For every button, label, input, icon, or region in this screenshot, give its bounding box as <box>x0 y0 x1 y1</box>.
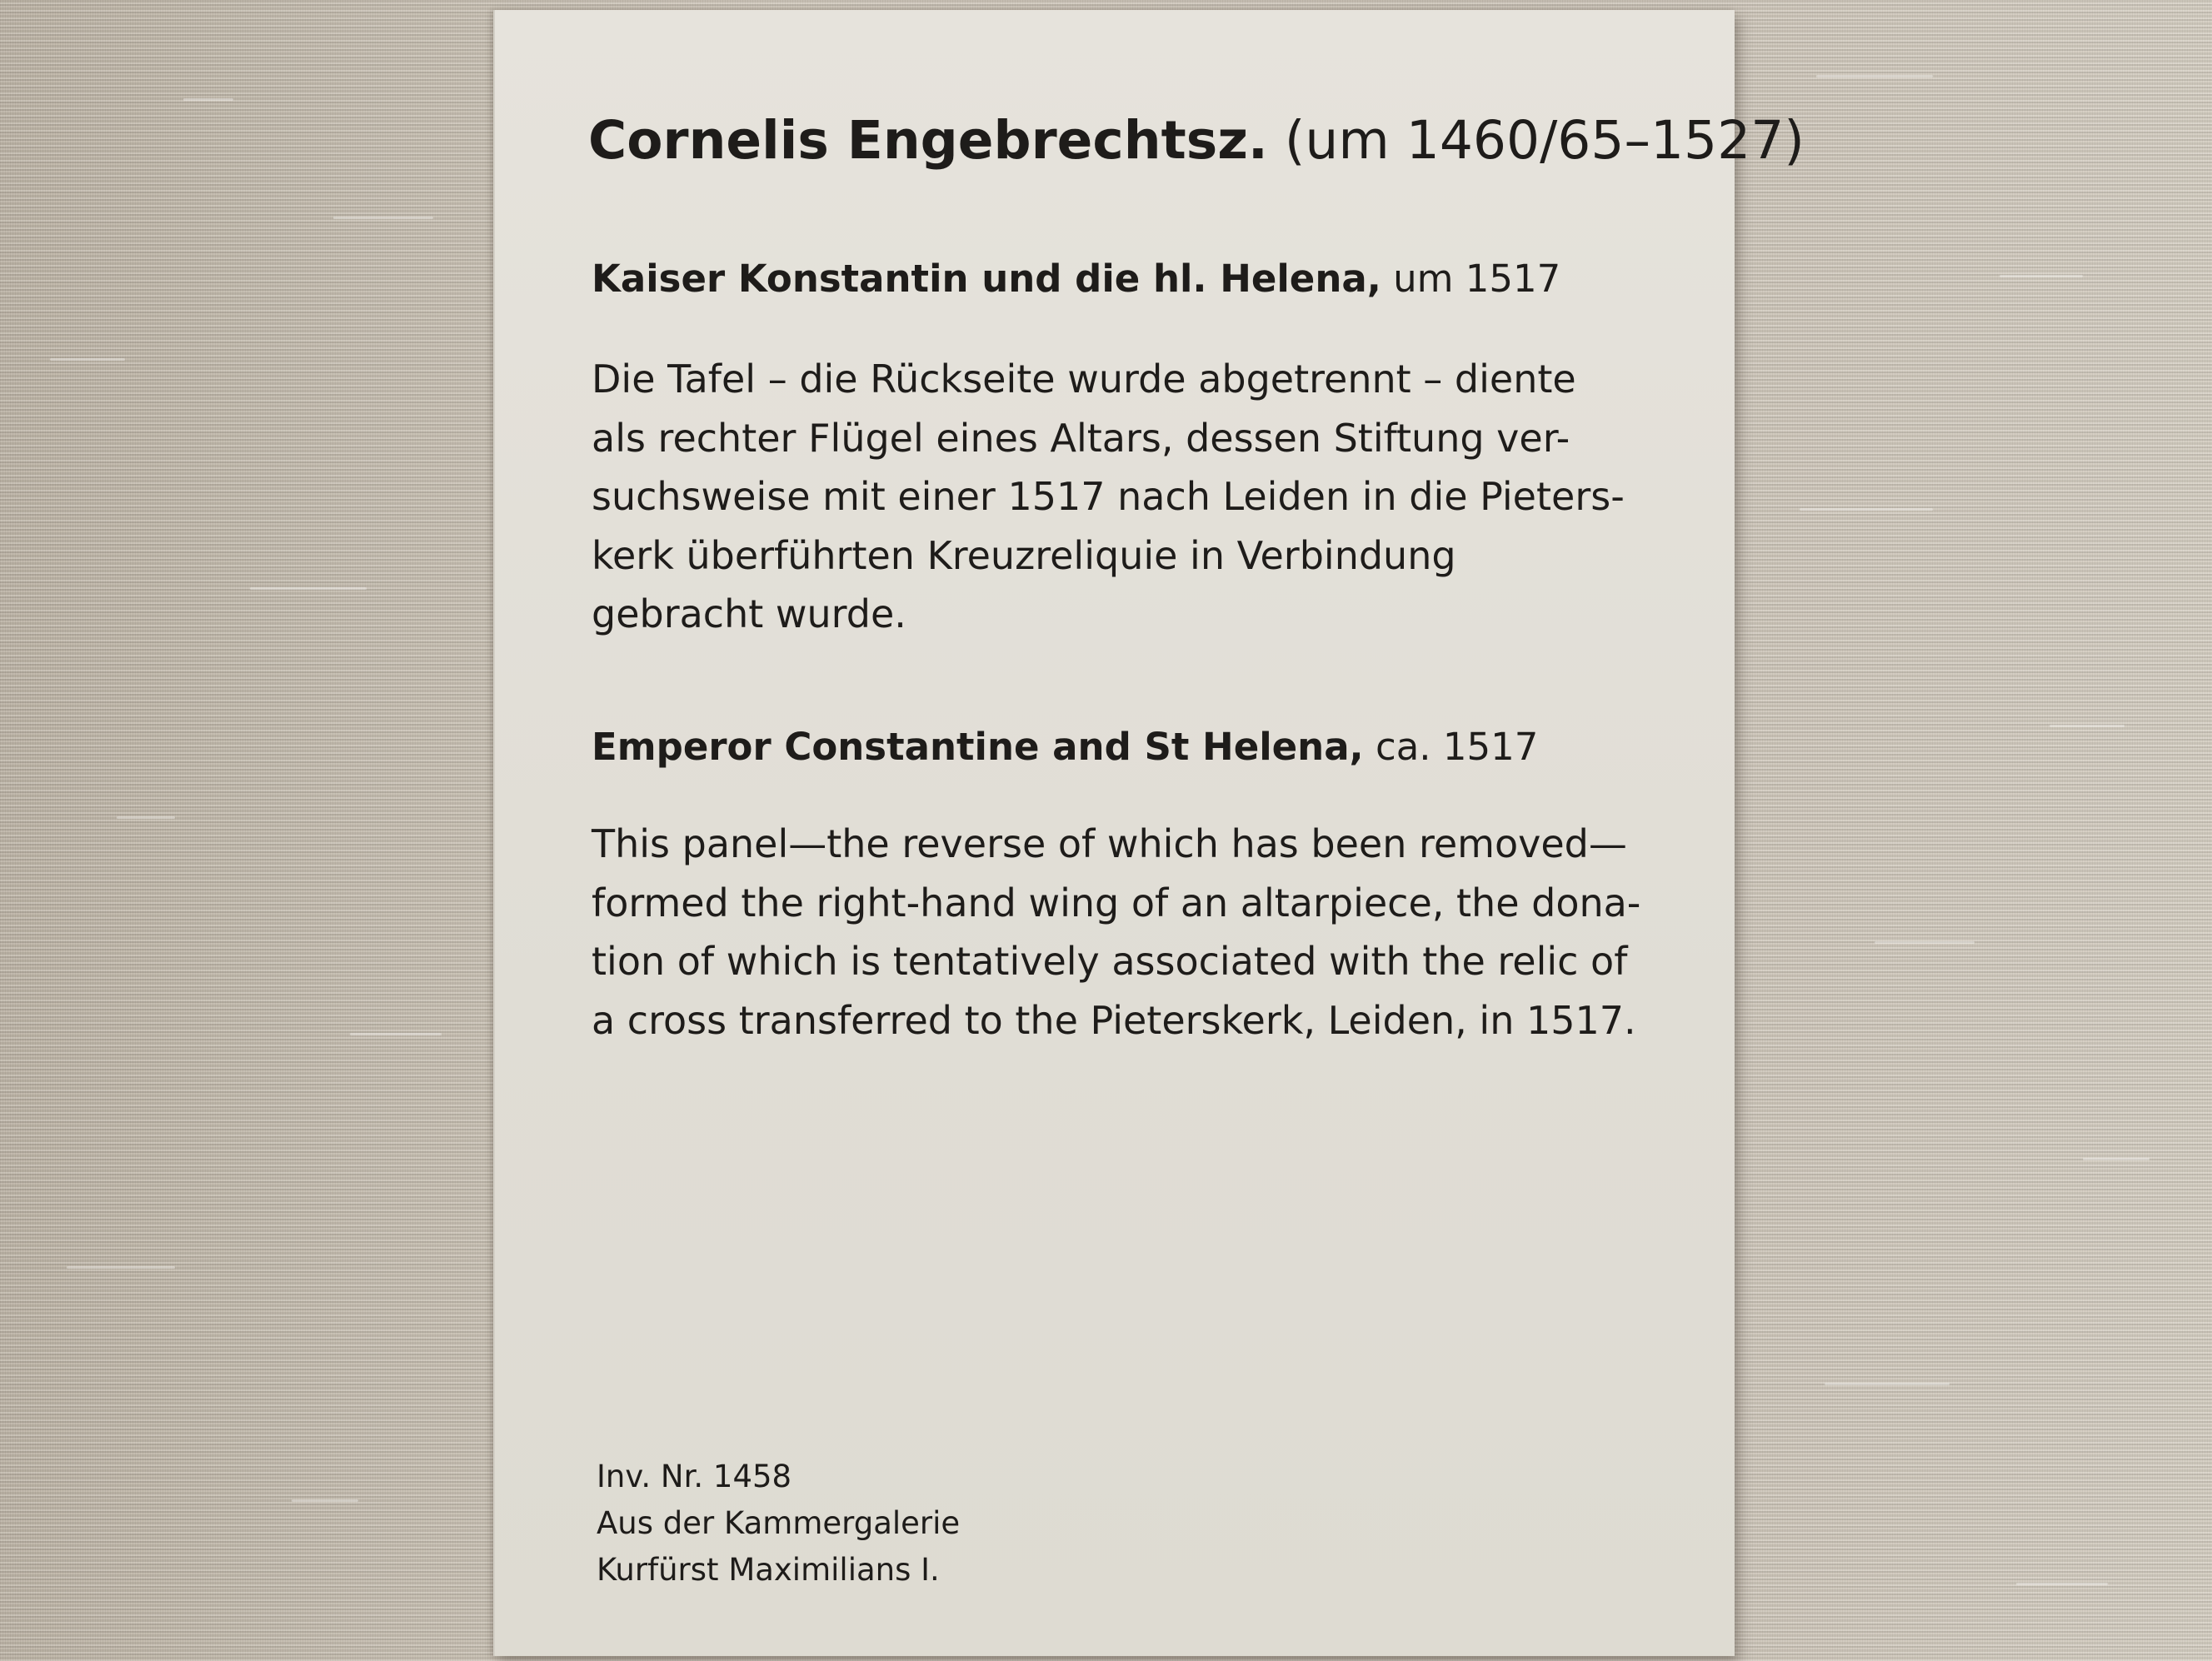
description-german-line: gebracht wurde. <box>592 591 906 636</box>
description-german-line: Die Tafel – die Rückseite wurde abgetrennt – diente <box>592 357 1576 402</box>
title-german-date: um 1517 <box>1393 257 1561 301</box>
description-english-line: formed the right-hand wing of an altarpiece, the dona- <box>592 880 1641 925</box>
title-english-text: Emperor Constantine and St Helena, <box>592 725 1364 769</box>
description-german-line: suchsweise mit einer 1517 nach Leiden in die Pieters- <box>592 474 1625 519</box>
description-english <box>592 815 1675 1050</box>
inventory-number: Inv. Nr. 1458 <box>597 1459 792 1494</box>
label-footer <box>597 1454 960 1594</box>
title-english-date: ca. 1517 <box>1375 725 1539 769</box>
description-german <box>592 350 1675 644</box>
provenance-line: Kurfürst Maximilians I. <box>597 1552 940 1588</box>
description-english-line: a cross transferred to the Pieterskerk, Leiden, in 1517. <box>592 997 1636 1043</box>
artist-dates: (um 1460/65–1527) <box>1284 110 1805 171</box>
artist-name: Cornelis Engebrechtsz. <box>588 110 1268 171</box>
description-german-line: als rechter Flügel eines Altars, dessen Stiftung ver- <box>592 415 1570 461</box>
description-english-line: tion of which is tentatively associated with the relic of <box>592 939 1628 984</box>
artwork-title-english <box>592 725 1675 769</box>
provenance-line: Aus der Kammergalerie <box>597 1505 961 1541</box>
description-english-line: This panel—the reverse of which has been removed— <box>592 821 1627 866</box>
artist-heading <box>588 110 1805 171</box>
title-german-text: Kaiser Konstantin und die hl. Helena, <box>592 257 1381 301</box>
description-german-line: kerk überführten Kreuzreliquie in Verbindung <box>592 532 1456 578</box>
artwork-title-german <box>592 257 1675 301</box>
museum-label-card <box>493 10 1805 1656</box>
